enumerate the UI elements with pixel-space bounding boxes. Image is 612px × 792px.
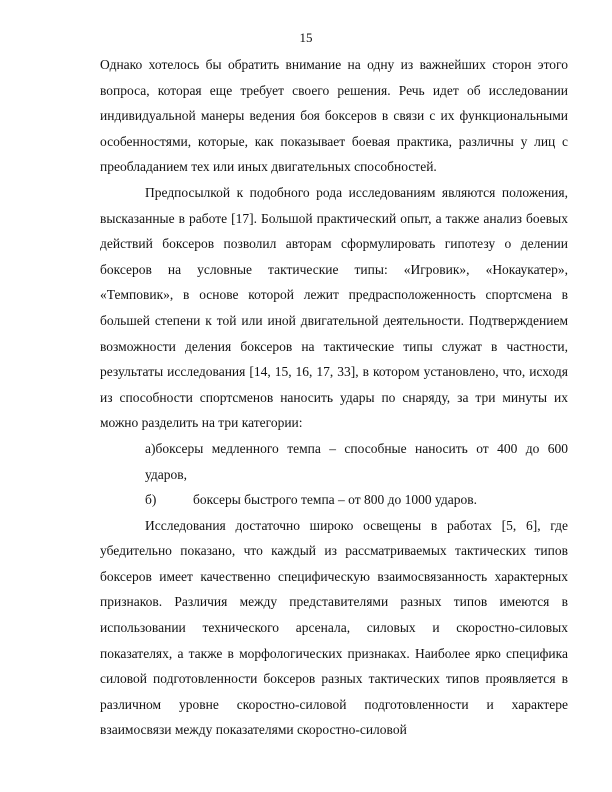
list-item — [100, 436, 568, 487]
list-marker: а) — [145, 440, 156, 456]
list-item-text: боксеры медленного темпа – способные наносить от 400 до 600 ударов, — [145, 440, 568, 482]
list-marker: б) — [145, 492, 157, 508]
paragraph: Однако хотелось бы обратить внимание на одну из важнейших сторон этого вопроса, которая еще требует своего решения. Речь идет об исследовании индивидуальной манеры ведения боя боксеров в связи с их функциональными особенностями, которые, как показывает боевая практика, различны у лиц с преобладанием тех или иных двигательных способностей. — [100, 57, 568, 175]
list-item — [100, 487, 568, 513]
page-number: 15 — [299, 30, 313, 45]
paragraph: Предпосылкой к подобного рода исследованиям являются положения, высказанные в работе [17]. Большой практический опыт, а также анализ боевых действий боксеров позволил авторам сформулировать гипотезу о делении боксеров на условные тактические типы: «Игровик», «Нокаукатер», «Темповик», в основе которой лежит предрасположенность спортсмена в большей степени к той или иной двигательной деятельности. Подтверждением возможности деления боксеров на тактические типы служат в частности, результаты исследования [14, 15, 16, 17, 33], в котором установлено, что, исходя из способности спортсменов наносить удары по снаряду, за три минуты их можно разделить на три категории: — [100, 184, 568, 431]
paragraph: Исследования достаточно широко освещены в работах [5, 6], где убедительно показано, что каждый из рассматриваемых тактических типов боксеров имеет качественно специфическую взаимосвязанность характерных признаков. Различия между представителями разных типов имеются в использовании технического арсенала, силовых и скоростно-силовых показателях, а также в морфологических признаках. Наиболее ярко специфика силовой подготовленности боксеров разных тактических типов проявляется в различном уровне скоростно-силовой подготовленности и характере взаимосвязи между показателями скоростно-силовой — [100, 517, 568, 738]
body-text — [100, 52, 568, 743]
list-item-text: боксеры быстрого темпа – от 800 до 1000 ударов. — [193, 492, 478, 508]
